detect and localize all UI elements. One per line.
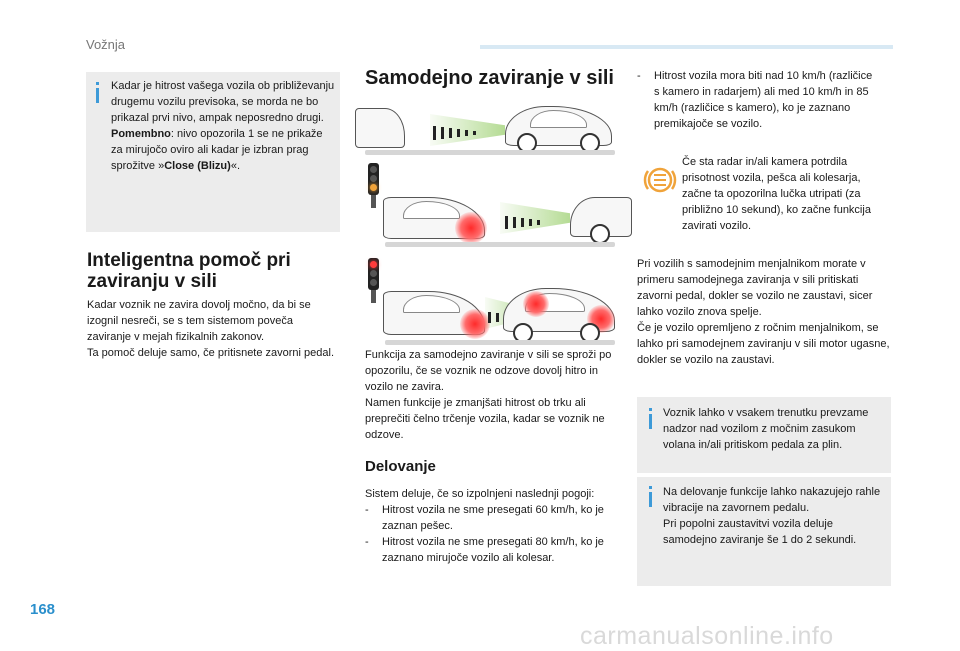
condition-item: - Hitrost vozila ne sme presegati 60 km/h, ko je zaznan pešec. <box>365 504 604 532</box>
section-label: Vožnja <box>86 37 126 52</box>
leading-car <box>355 108 405 148</box>
emergency-braking-warning-icon <box>643 163 677 197</box>
info-icon <box>649 492 652 507</box>
note-speed-text: Kadar je hitrost vašega vozila ob približevanju drugemu vozilu previsoka, se morda ne bo prikazal prvi nivo, ampak neposredno drugi. <box>111 80 335 124</box>
note-box-vibration <box>637 477 891 586</box>
caption-2: Namen funkcije je zmanjšati hitrost ob trku ali preprečiti čelno trčenje vozila, kadar se voznik ne odzove. <box>365 397 605 441</box>
heading-operation: Delovanje <box>365 458 436 475</box>
illustration-warning-level-1 <box>365 100 615 155</box>
threshold-label: Close (Blizu) <box>164 160 231 172</box>
info-icon <box>649 414 652 429</box>
warning-lamp-text: Če sta radar in/ali kamera potrdila prisotnost vozila, pešca ali kolesarja, začne ta opozorilna lučka utripati (za približno 10 sekund), ko začne funkcija zavirati vozilo. <box>682 156 871 232</box>
manual-paragraph-2: Če je vozilo opremljeno z ročnim menjalnikom, se lahko pri samodejnem zaviranju v sili motor ugasne, dokler se vozilo na zaustavi. <box>637 322 890 366</box>
note-override-text: Voznik lahko v vsakem trenutku prevzame nadzor nad vozilom z močnim zasukom volana in/ali pritiskom pedala za plin. <box>663 407 869 451</box>
note-important: Pomembno: nivo opozorila 1 se ne prikaže za mirujočo oviro ali kadar je izbran prag sprožitve »Close (Blizu)«. <box>111 128 323 172</box>
watermark: carmanualsonline.info <box>580 622 834 650</box>
header-bar <box>480 45 893 49</box>
important-label: Pomembno <box>111 128 171 140</box>
condition-item: - Hitrost vozila mora biti nad 10 km/h (različice s kamero in radarjem) ali med 10 km/h in 85 km/h (različice s kamero), ko je zaznano premikajoče se vozilo. <box>637 70 873 130</box>
illustration-warning-level-2 <box>385 192 615 247</box>
heading-emergency-braking: Samodejno zaviranje v sili <box>365 67 614 89</box>
note-box-override <box>637 397 891 473</box>
info-icon <box>96 88 99 103</box>
manual-paragraph-1: Pri vozilih s samodejnim menjalnikom morate v primeru samodejnega zaviranja v sili pritiskati zavorni pedal, dokler se vozilo ne zaustavi, sicer lahko vozilo znova spelje. <box>637 258 873 318</box>
conditions-intro: Sistem deluje, če so izpolnjeni naslednji pogoji: <box>365 488 595 500</box>
illustration-automatic-braking <box>385 285 615 345</box>
note-vibration-text: Na delovanje funkcije lahko nakazujejo rahle vibracije na zavornem pedalu. <box>663 486 881 514</box>
heading-brake-assist: Inteligentna pomoč pri zaviranju v sili <box>87 250 291 292</box>
note-box-speed <box>86 72 340 232</box>
caption-1: Funkcija za samodejno zaviranje v sili se sproži po opozorilu, če se voznik ne odzove dovolj hitro in vozilo ne zavira. <box>365 349 612 393</box>
brake-assist-paragraph-1: Kadar voznik ne zavira dovolj močno, da bi se izognil nesreči, se s tem sistemom poveča zaviranje v mejah fizikalnih zakonov. <box>87 299 311 343</box>
condition-item: - Hitrost vozila ne sme presegati 80 km/h, ko je zaznano mirujoče vozilo ali kolesar. <box>365 536 604 564</box>
page-number: 168 <box>30 601 56 618</box>
note-standstill-text: Pri popolni zaustavitvi vozila deluje samodejno zaviranje še 1 do 2 sekundi. <box>663 518 857 546</box>
brake-assist-paragraph-2: Ta pomoč deluje samo, če pritisnete zavorni pedal. <box>87 347 335 359</box>
